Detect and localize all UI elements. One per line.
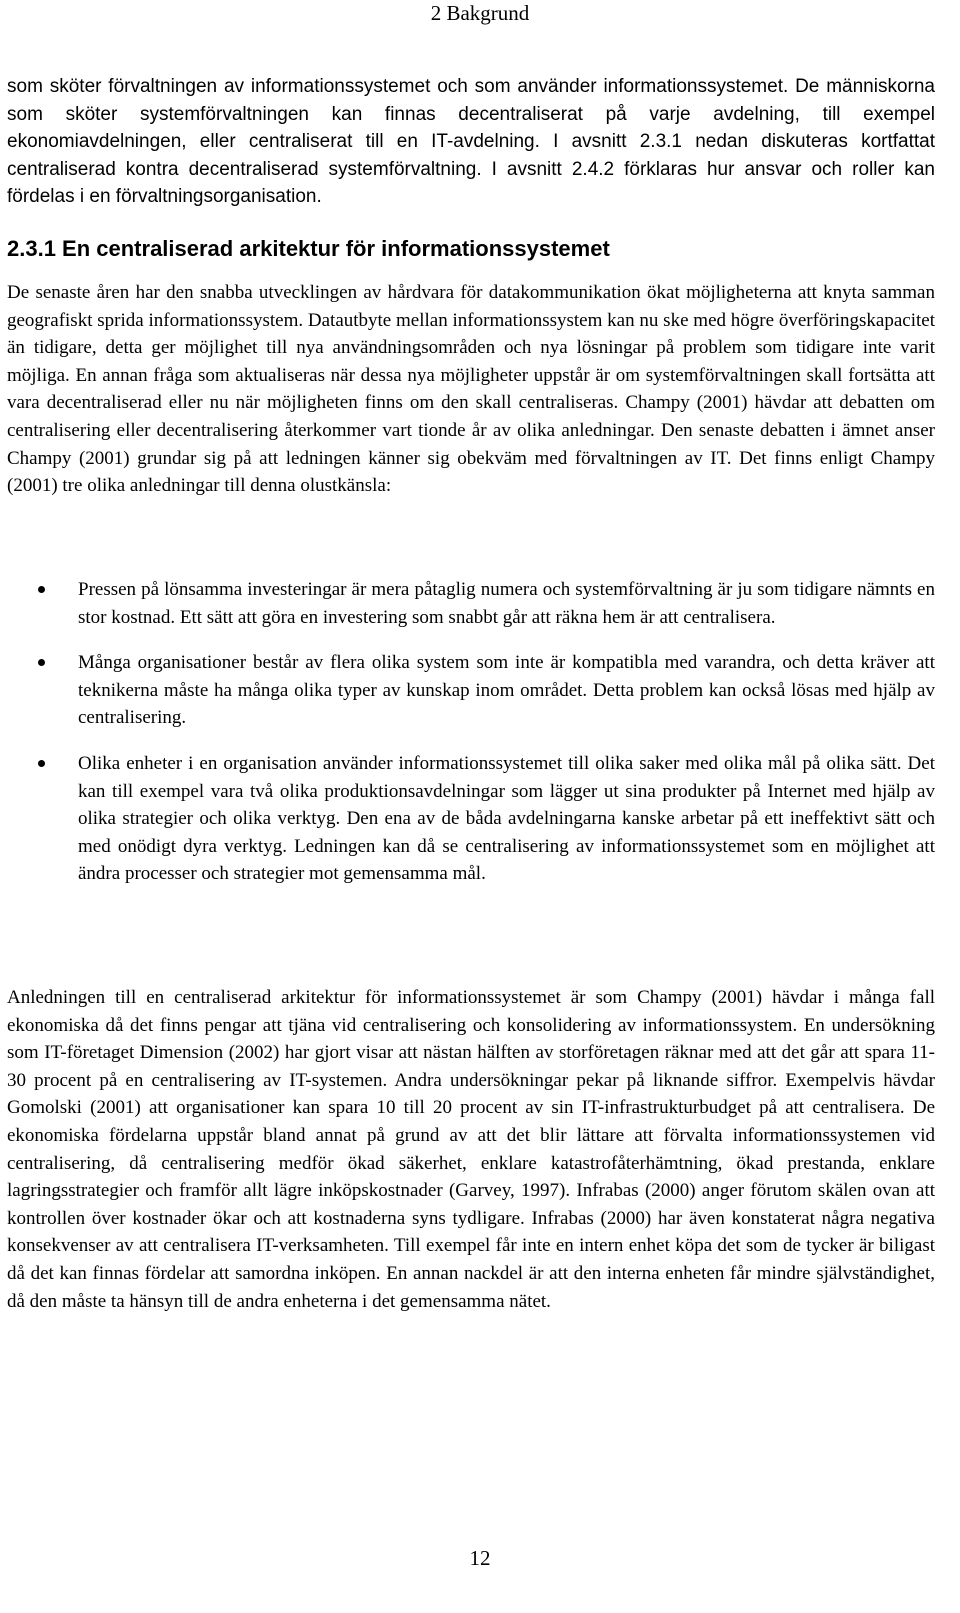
bullet-text: Pressen på lönsamma investeringar är mera påtaglig numera och systemförvaltning är ju som tidigare nämnts en stor kostnad. Ett sätt att göra en investering som snabbt går att räkna hem är att centralisera. xyxy=(78,579,935,628)
bullet-item xyxy=(0,576,935,631)
bullet-list xyxy=(0,576,935,888)
bullet-text: Många organisationer består av flera olika system som inte är kompatibla med varandra, och detta kräver att teknikerna måste ha många olika typer av kunskap inom området. Detta problem kan också lösas med hjälp av centralisering. xyxy=(78,652,935,729)
running-header: 2 Bakgrund xyxy=(430,1,530,25)
section-heading: 2.3.1 En centraliserad arkitektur för informationssystemet xyxy=(7,236,610,261)
bullet-item xyxy=(0,649,935,732)
bullet-dot-icon xyxy=(38,659,45,666)
bullet-dot-icon xyxy=(38,586,45,593)
body-paragraph-2: Anledningen till en centraliserad arkitektur för informationssystemet är som Champy (2001) hävdar i många fall ekonomiska då det finns pengar att tjäna vid centralisering och konsolidering av informationssystem. En undersökning som IT-företaget Dimension (2002) har gjort visar att nästan hälften av storföretagen räknar med att det går att spara 11-30 procent på en centralisering av IT-systemen. Andra undersökningar pekar på liknande siffror. Exempelvis hävdar Gomolski (2001) att organisationer kan spara 10 till 20 procent av sin IT-infrastrukturbudget på att centralisera. De ekonomiska fördelarna uppstår bland annat på grund av att det blir lättare att förvalta informationssystemen vid centralisering, då centralisering medför ökad säkerhet, enklare katastrofåterhämtning, ökad prestanda, enklare lagringsstrategier och framför allt lägre inköpskostnader (Garvey, 1997). Infrabas (2000) anger förutom skälen ovan att kontrollen över kostnader ökar och att kostnaderna syns tydligare. Infrabas (2000) har även konstaterat några negativa konsekvenser av att centralisera IT-verksamheten. Till exempel får inte en intern enhet köpa det som de tycker är biligast då det kan finnas fördelar att samordna inköpen. En annan nackdel är att den interna enheten får mindre självständighet, då den måste ta hänsyn till de andra enheterna i det gemensamma nätet. xyxy=(7,987,935,1312)
page-number: 12 xyxy=(469,1546,491,1570)
bullet-text: Olika enheter i en organisation använder informationssystemet till olika saker med olika mål på olika sätt. Det kan till exempel vara två olika produktionsavdelningar som lägger ut sina produkter på Internet med hjälp av olika strategier och olika verktyg. Den ena av de båda avdelningarna kanske arbetar på ett ineffektivt sätt och med onödigt dyra verktyg. Ledningen kan då se centralisering av informationssystemet som en möjlighet att ändra processer och strategier mot gemensamma mål. xyxy=(78,752,935,885)
intro-paragraph: som sköter förvaltningen av informationssystemet och som använder informationssystemet. De människorna som sköter systemförvaltningen kan finnas decentraliserat på varje avdelning, till exempel ekonomiavdelningen, eller centraliserat till en IT-avdelning. I avsnitt 2.3.1 nedan diskuteras kortfattat centraliserad kontra decentraliserad systemförvaltning. I avsnitt 2.4.2 förklaras hur ansvar och roller kan fördelas i en förvaltningsorganisation. xyxy=(7,76,935,208)
bullet-item xyxy=(0,750,935,888)
bullet-dot-icon xyxy=(38,760,45,767)
body-paragraph-1: De senaste åren har den snabba utvecklingen av hårdvara för datakommunikation ökat möjligheterna att knyta samman geografiskt sprida informationssystem. Datautbyte mellan informationssystem kan nu ske med högre överföringskapacitet än tidigare, detta ger möjlighet till nya användningsområden och nya lösningar på problem som tidigare inte varit möjliga. En annan fråga som aktualiseras när dessa nya möjligheter uppstår är om systemförvaltningen skall fortsätta att vara decentraliserad eller nu när möjligheten finns om den skall centraliseras. Champy (2001) hävdar att debatten om centralisering eller decentralisering återkommer vart tionde år av olika anledningar. Den senaste debatten i ämnet anser Champy (2001) grundar sig på att ledningen känner sig obekväm med förvaltningen av IT. Det finns enligt Champy (2001) tre olika anledningar till denna olustkänsla: xyxy=(7,282,935,497)
